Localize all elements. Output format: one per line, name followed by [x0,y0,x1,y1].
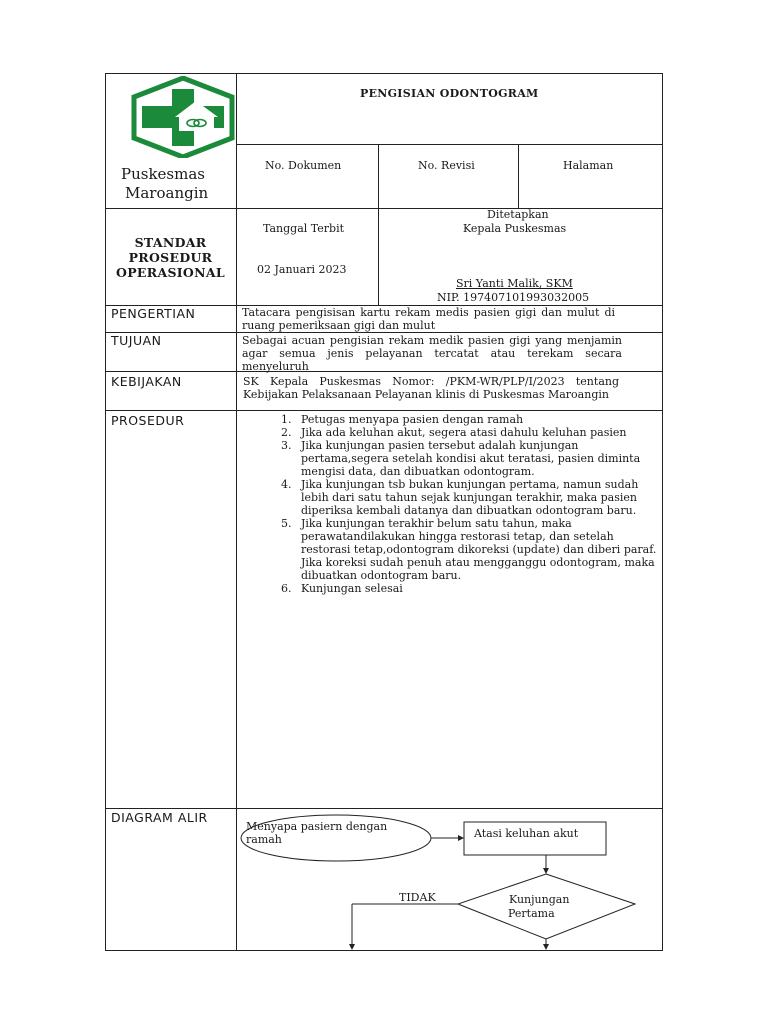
sop-line2: PROSEDUR [128,250,213,265]
doc-info-divider-1 [378,144,379,208]
puskesmas-logo [128,76,238,158]
tanggal-terbit-label: Tanggal Terbit [263,222,345,235]
arrowhead-no [349,944,355,950]
start-text-line1: Menyapa pasiern dengan [246,820,388,833]
org-name-line2: Maroangin [125,184,209,202]
arrowhead-yes [543,944,549,950]
signer-name: Sri Yanti Malik, SKM [456,277,573,290]
sop-line3: OPERASIONAL [116,265,225,280]
decision-line2: Pertama [508,907,555,920]
tujuan-label: TUJUAN [111,333,162,348]
step-item: 6. Kunjungan selesai [295,582,665,595]
doc-info-row-line [105,208,663,209]
no-revisi-label: No. Revisi [418,159,475,172]
org-name [121,165,208,203]
step-item: 4. Jika kunjungan tsb bukan kunjungan pertama, namun sudah lebih dari satu tahun sejak kunjungan terakhir, maka pasien diperiksa kembali datanya dan dibuatkan odontogram baru. [295,478,665,517]
sop-line1: STANDAR [134,235,207,250]
kebijakan-line [105,410,663,411]
acute-text: Atasi keluhan akut [474,827,579,840]
ditetapkan-label: Ditetapkan [487,208,549,221]
sop-document [105,73,663,951]
tujuan-text: Sebagai acuan pengisian rekam medik pasien gigi yang menjamin agar semua jenis pelayanan tercatat atau terekam secara menyeluruh [242,334,622,373]
org-name-line1: Puskesmas [121,165,205,183]
diagram-alir-label: DIAGRAM ALIR [111,810,208,825]
pengertian-label: PENGERTIAN [111,306,196,321]
sop-heading [105,235,236,280]
kebijakan-text: SK Kepala Puskesmas Nomor: /PKM-WR/PLP/I/2023 tentang Kebijakan Pelaksanaan Pelayanan klinis di Puskesmas Maroangin [243,375,619,401]
title-row-line [236,144,663,145]
kepala-puskesmas-label: Kepala Puskesmas [463,222,567,235]
date-divider [378,208,379,305]
prosedur-label: PROSEDUR [111,413,185,428]
pengertian-line [105,332,663,333]
prosedur-steps [265,413,665,595]
flow-diagram [236,810,662,951]
no-dokumen-label: No. Dokumen [265,159,342,172]
halaman-label: Halaman [563,159,614,172]
signer-nip: NIP. 197407101993032005 [437,291,590,304]
arrowhead-acute [458,835,464,841]
step-item: 5. Jika kunjungan terakhir belum satu tahun, maka perawatandilakukan hingga restorasi tetap, dan setelah restorasi tetap,odontogram dikoreksi (update) dan diberi paraf. Jika koreksi sudah penuh atau mengganggu odontogram, maka dibuatkan odontogram baru. [295,517,665,582]
step-item: 3. Jika kunjungan pasien tersebut adalah kunjungan pertama,segera setelah kondisi akut teratasi, pasien diminta mengisi data, dan dibuatkan odontogram. [295,439,665,478]
border-top [105,73,663,74]
pengertian-text: Tatacara pengisisan kartu rekam medis pasien gigi dan mulut di ruang pemeriksaan gigi dan mulut [242,306,615,332]
prosedur-line [105,808,663,809]
no-label: TIDAK [399,891,436,904]
doc-info-divider-2 [518,144,519,208]
tanggal-terbit-value: 02 Januari 2023 [257,263,347,276]
document-title: PENGISIAN ODONTOGRAM [360,87,539,100]
kebijakan-label: KEBIJAKAN [111,374,182,389]
start-text-line2: ramah [246,833,282,846]
step-item: 2. Jika ada keluhan akut, segera atasi dahulu keluhan pasien [295,426,665,439]
border-left [105,73,106,951]
arrowhead-decision [543,868,549,874]
step-item: 1. Petugas menyapa pasien dengan ramah [295,413,665,426]
decision-line1: Kunjungan [509,893,570,906]
